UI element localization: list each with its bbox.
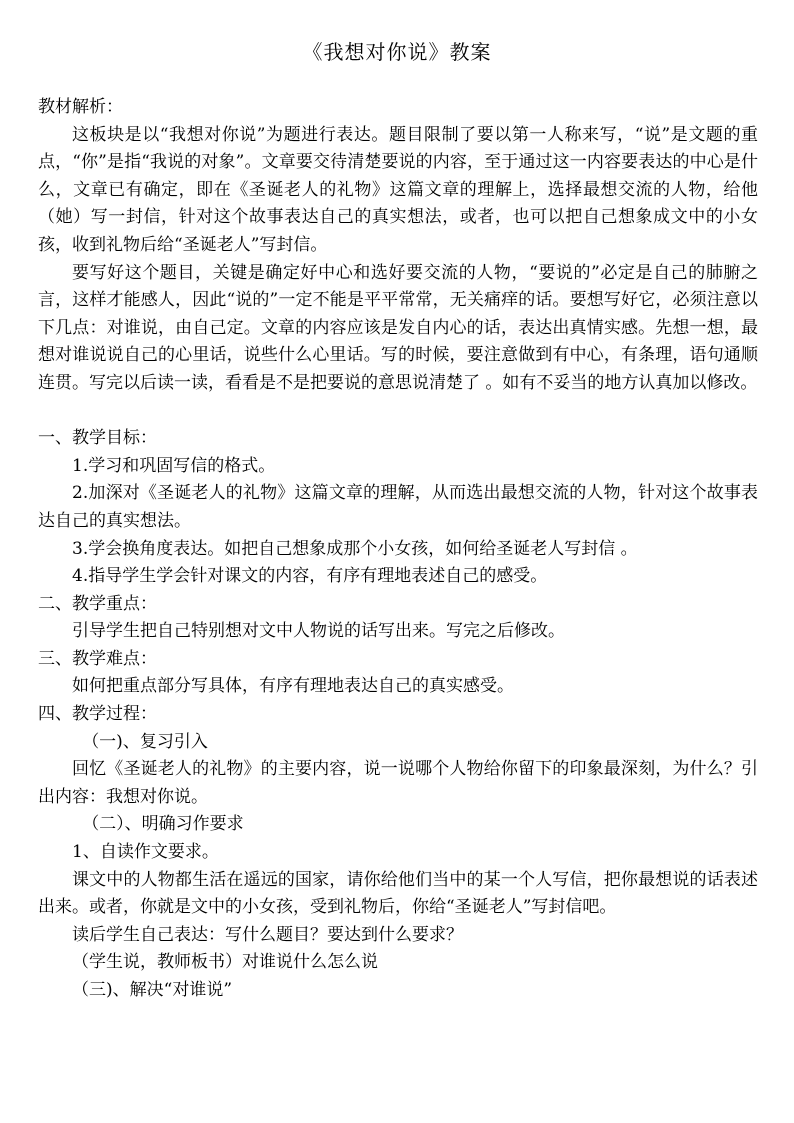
keypoint-text: 引导学生把自己特别想对文中人物说的话写出来。写完之后修改。	[72, 621, 565, 642]
objective-item-2: 2.加深对《圣诞老人的礼物》这篇文章的理解，从而选出最想交流的人物，针对这个故事表达自己的真实想法。	[38, 483, 758, 531]
process-heading: 四、教学过程：	[38, 704, 157, 725]
process-section-2-board: （学生说，教师板书）对谁说什么怎么说	[72, 952, 378, 973]
process-section-1-text: 回忆《圣诞老人的礼物》的主要内容，说一说哪个人物给你留下的印象最深刻，为什么？引出内容：我想对你说。	[38, 759, 758, 807]
blank-line	[38, 398, 758, 426]
keypoint-heading: 二、教学重点：	[38, 593, 157, 614]
process-section-3-title: （三)、解决“对谁说”	[72, 980, 233, 1000]
objective-item-1: 1.学习和巩固写信的格式。	[72, 455, 276, 476]
document-body	[38, 94, 758, 1005]
difficulty-heading: 三、教学难点：	[38, 648, 157, 669]
objective-item-4: 4.指导学生学会针对课文的内容，有序有理地表述自己的感受。	[72, 566, 548, 587]
process-section-2-after: 读后学生自己表达：写什么题目？要达到什么要求？	[72, 924, 463, 945]
difficulty-text: 如何把重点部分写具体，有序有理地表达自己的真实感受。	[72, 676, 514, 697]
process-section-1-title: （一)、复习引入	[82, 731, 208, 752]
process-section-2-title: （二）、明确习作要求	[82, 814, 244, 835]
objectives-heading: 一、教学目标：	[38, 428, 157, 449]
objective-item-3: 3.学会换角度表达。如把自己想象成那个小女孩，如何给圣诞老人写封信 。	[72, 538, 638, 559]
analysis-paragraph-1: 这板块是以“我想对你说”为题进行表达。题目限制了要以第一人称来写，“说”是文题的重点，“你”是指“我说的对象”。文章要交待清楚要说的内容，至于通过这一内容要表达的中心是什么，文章已有确定，即在《圣诞老人的礼物》这篇文章的理解上，选择最想交流的人物，给他（她）写一封信，针对这个故事表达自己的真实想法，或者，也可以把自己想象成文中的小女孩，收到礼物后给“圣诞老人”写封信。	[38, 124, 758, 255]
process-section-2-requirement: 课文中的人物都生活在遥远的国家，请你给他们当中的某一个人写信，把你最想说的话表述出来。或者，你就是文中的小女孩，受到礼物后，你给“圣诞老人”写封信吧。	[38, 869, 758, 918]
process-section-2-step: 1、自读作文要求。	[72, 842, 219, 863]
analysis-heading: 教材解析：	[38, 97, 123, 117]
analysis-paragraph-2: 要写好这个题目，关键是确定好中心和选好要交流的人物，“要说的”必定是自己的肺腑之言，这样才能感人，因此“说的”一定不能是平平常常，无关痛痒的话。要想写好它，必须注意以下几点：对谁说，由自己定。文章的内容应该是发自内心的话，表达出真情实感。先想一想，最想对谁说说自己的心里话，说些什么心里话。写的时候，要注意做到有中心，有条理，语句通顺连贯。写完以后读一读，看看是不是把要说的意思说清楚了 。如有不妥当的地方认真加以修改。	[38, 262, 758, 393]
page-title: 《我想对你说》教案	[302, 40, 492, 64]
